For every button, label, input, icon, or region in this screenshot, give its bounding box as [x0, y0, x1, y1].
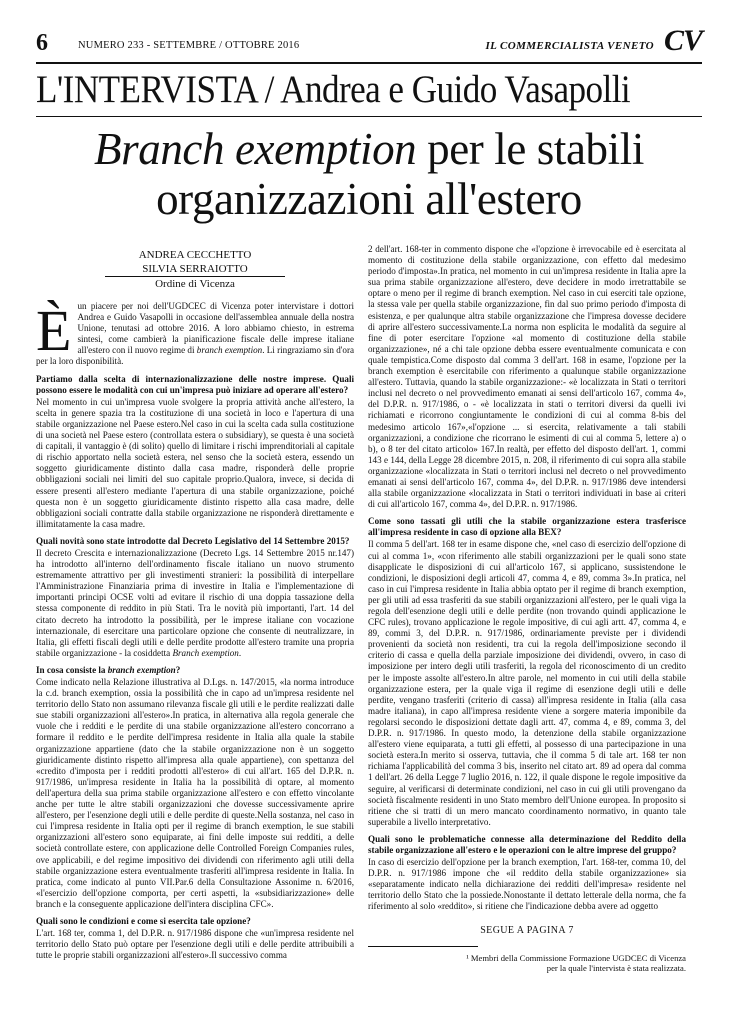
title-line-1	[36, 124, 702, 174]
author-1: ANDREA CECCHETTO	[138, 249, 252, 261]
footnote	[368, 953, 686, 973]
answer-2-end: .	[238, 647, 242, 658]
article-title	[36, 124, 702, 224]
footnote-line-1: ¹ Membri della Commissione Formazione UGDCEC di Vicenza	[466, 952, 686, 963]
title-line1-rest: per le stabili	[416, 124, 644, 174]
section-rule	[36, 116, 702, 117]
author-affiliation: Ordine di Vicenza	[155, 278, 235, 290]
page-header	[36, 24, 702, 60]
answer-1: Nel momento in cui un'impresa vuole svolgere la propria attività anche all'estero, la scelta in genere spazia tra la costituzione di una società in loco e l'apertura di una stabile organizzazione nel Paese estero.Nel caso in cui la scelta cada sulla costituzione di una società nel Paese estero (controllata estera o subsidiary), se questa è una società di capitali, il vantaggio è (di solito) quello di limitare i rischi imprenditoriali al capitale di rischio apportato nella società estera, nel senso che la società estera, essendo un soggetto giuridicamente distinto dalla casa madre, risponderà delle proprie obbligazioni sociali nei limiti del suo capitale proprio.Qualora, invece, si decida di essere presenti all'estero mediante l'apertura di una stabile organizzazione, poiché questa non è un soggetto giuridicamente distinto rispetto alla casa madre, delle obbligazioni sociali contratte dalla stabile organizzazione ne risponderà direttamente e illimitatamente la casa madre.	[36, 396, 354, 529]
question-3-end: ?	[175, 664, 181, 675]
question-3	[36, 665, 354, 676]
byline	[36, 248, 354, 291]
question-3-text: In cosa consiste la	[36, 664, 108, 675]
footnote-rule	[368, 946, 478, 947]
question-1: Partiamo dalla scelta di internazionalizzazione delle nostre imprese. Quali possono essere le modalità con cui un'impresa può iniziare ad operare all'estero?	[36, 373, 354, 395]
continued-notice: SEGUE A PAGINA 7	[480, 924, 574, 936]
header-rule	[36, 62, 702, 64]
question-5: Come sono tassati gli utili che la stabile organizzazione estera trasferisce all'impresa residente in caso di opzione alla BEX?	[368, 516, 686, 538]
intro-text-after: . Li ringraziamo sin d'ora per la loro disponibilità.	[36, 345, 355, 367]
question-3-italic: branch exemption	[107, 664, 176, 675]
footnote-line-2: per la quale l'intervista è stata realizzata.	[546, 962, 686, 973]
intro-text-before: un piacere per noi dell'UGDCEC di Vicenza poter intervistare i dottori Andrea e Guido Vasapolli in occasione dell'assemblea annuale della nostra Unione, tenutasi ad ottobre 2016. A loro abbiamo chiesto, in estrema sintesi, come cambierà la pianificazione fiscale delle imprese italiane all'estero con il nuovo regime di	[77, 301, 354, 356]
right-paragraph-1: 2 dell'art. 168-ter in commento dispone che «l'opzione è irrevocabile ed è esercitata al momento di costituzione della stabile organizzazione, con effetto dal medesimo periodo d'imposta».In pratica, nel momento in cui un'impresa residente in Italia apre la sua prima stabile organizzazione all'estero, deve decidere in modo irretrattabile se optare o meno per il regime di branch exemption. Nel caso in cui eserciti tale opzione, la stessa vale per quella stabile organizzazione, fin dal suo primo periodo d'imposta di esistenza, e per qualunque altra stabile organizzazione che l'impresa dovesse decidere di aprire all'estero successivamente.La norma non esplicita le modalità da seguire al fine di poter esercitare l'opzione «al momento di costituzione della stabile organizzazione», né a chi tale opzione debba essere eventualmente comunicata e con quale tempistica.Come disposto dal comma 3 dell'art. 168 in esame, l'opzione per la branch exemption è esercitabile con riferimento a qualunque stabile organizzazione all'estero. Tuttavia, quando la stabile organizzazione:- «è localizzata in Stati o territori inclusi nel decreto o nel provvedimento emanati ai sensi dell'articolo 167, comma 4», del D.P.R. n. 917/1986, o - «è localizzata in stati o territori diversi da quelli ivi richiamati e ricorrono congiuntamente le condizioni di cui al comma 8-bis del medesimo articolo 167»,«l'opzione ... si esercita, relativamente a tali stabili organizzazioni, a condizione che ricorrano le esimenti di cui al comma 5, lettere a) o b), o 8 ter del citato articolo» 167.In realtà, per effetto del disposto dell'art. 1, commi 143 e 144, della Legge 28 dicembre 2015, n. 208, il riferimento di cui sopra alla stabile organizzazione «localizzata in Stati o territori inclusi nel decreto o nel provvedimento emanati ai sensi dell'articolo 167, comma 4», del D.P.R. n. 917/1986 deve intendersi alla stabile organizzazione «localizzata in Stati o territori individuati in base ai criteri di cui all'articolo 167, comma 4», del D.P.R. n. 917/1986.	[368, 244, 686, 510]
left-column	[36, 244, 354, 967]
question-4: Quali sono le condizioni e come si esercita tale opzione?	[36, 915, 251, 926]
answer-6: In caso di esercizio dell'opzione per la branch exemption, l'art. 168-ter, comma 10, del D.P.R. n. 917/1986 impone che «il reddito della stabile organizzazione» sia «separatamente indicato nella dichiarazione dei redditi dell'impresa» residente nel territorio dello Stato che la possiede.Nonostante il dettato letterale della norma, che fa riferimento al solo «reddito», si ritiene che l'indicazione debba avere ad oggetto	[368, 857, 686, 912]
section-title: L'INTERVISTA / Andrea e Guido Vasapolli	[36, 68, 631, 111]
drop-cap: È	[36, 298, 72, 363]
answer-5: Il comma 5 dell'art. 168 ter in esame dispone che, «nel caso di esercizio dell'opzione di cui al comma 1», «con riferimento alle stabili organizzazioni per le quali sono state disapplicate le disposizioni di cui all'articolo 167, si applicano, sussistendone le condizioni, le disposizioni degli articoli 47, comma 4, e 89, comma 3».In pratica, nel caso in cui l'impresa residente in Italia abbia optato per il regime di branch exemption, per gli utili ad essa trasferiti da sue stabili organizzazioni all'estero, per le quali viga la regola dell'esenzione degli utili e delle perdite (non trovando quindi applicazione le CFC rules), trovano applicazione le regole impositive, di cui agli artt. 47, comma 4, e 89, commi 3, del D.P.R. n. 917/1986, ordinariamente previste per i dividendi provenienti da società non residenti, tra cui la regola dell'imposizione secondo il criterio di cassa e quella della parziale imposizione dei dividendi, ovvero, in caso di imposizione per intero degli utili trasferiti, la regola del riconoscimento di un credito per le imposte assolte all'estero.In altre parole, nel momento in cui utili della stabile organizzazione estera, per la quale viga il regime di esenzione degli utili e delle perdite, vengano trasferiti (criterio di cassa) all'impresa residente in Italia (alla casa madre italiana), in capo all'impresa residente viene a sorgere materia imponibile da regolarsi secondo le disposizioni dettate dagli artt. 47, comma 4, e 89, comma 3, del D.P.R. n. 917/1986. In questo modo, la detenzione della stabile organizzazione all'estero viene equiparata, a tutti gli effetti, al possesso di una partecipazione in una società estera.In merito si osserva, tuttavia, che il comma 5 di tale art. 168 ter non richiama l'applicabilità del comma 3 bis, inserito nel citato art. 89 ad opera dal comma 1 dell'art. 26 della Legge 7 luglio 2016, n. 122, il quale dispone le regole impositive da seguire, al verificarsi di determinate condizioni, nel caso in cui gli utili provengano da società fiscalmente residenti in uno Stato membro dell'Unione europea. In proposito si ritiene che si tratti di un mero mancato coordinamento normativo, in quanto tale superabile a livello interpretativo.	[368, 539, 686, 827]
page-number: 6	[36, 30, 48, 56]
magazine-logo: CV	[663, 24, 702, 57]
answer-2-italic: Branch exemption	[172, 647, 239, 658]
author-2: SILVIA SERRAIOTTO	[142, 263, 248, 275]
question-2: Quali novità sono state introdotte dal Decreto Legislativo del 14 Settembre 2015?	[36, 535, 350, 546]
answer-2	[36, 548, 354, 659]
title-line-2: organizzazioni all'estero	[156, 174, 582, 224]
right-column	[368, 244, 686, 973]
intro-paragraph	[36, 298, 355, 368]
answer-2-text: Il decreto Crescita e internazionalizzazione (Decreto Lgs. 14 Settembre 2015 nr.147) ha introdotto all'interno dell'ordinamento fiscale italiano un nuovo strumento estremamente attrattivo per gli investimenti stranieri: la possibilità di interpellare l'Amministrazione Finanziaria prima di investire in Italia e l'implementazione di importanti principi OCSE volti ad evitare il rischio di una doppia tassazione della stessa componente di reddito in più Stati. Tra le novità più importanti, l'art. 14 del citato decreto ha introdotto la possibilità, per le imprese italiane con vocazione internazionale, di esercitare una particolare opzione che consente di neutralizzare, in Italia, gli effetti fiscali degli utili e delle perdite prodotte all'estero tramite una propria stabile organizzazione - la cosiddetta	[36, 547, 354, 658]
question-6: Quali sono le problematiche connesse alla determinazione del Reddito della stabile organizzazione all'estero e le operazioni con le altre imprese del gruppo?	[368, 833, 686, 855]
issue-info: NUMERO 233 - SETTEMBRE / OTTOBRE 2016	[78, 40, 300, 51]
answer-4: L'art. 168 ter, comma 1, del D.P.R. n. 917/1986 dispone che «un'impresa residente nel territorio dello Stato può optare per l'esenzione degli utili e delle perdite attribuibili a tutte le proprie stabili organizzazioni all'estero».Il successivo comma	[36, 928, 354, 961]
title-italic: Branch exemption	[94, 124, 417, 174]
masthead: IL COMMERCIALISTA VENETO	[485, 40, 654, 52]
answer-3: Come indicato nella Relazione illustrativa al D.Lgs. n. 147/2015, «la norma introduce la c.d. branch exemption, ossia la possibilità che in capo ad un'impresa residente nel territorio dello Stato non assumano rilevanza fiscale gli utili e le perdite realizzati dalle sue stabili organizzazioni all'estero».In pratica, in alternativa alla regola generale che vuole che i redditi e le perdite di una stabile organizzazione all'estero concorrano a formare il reddito e le perdite dell'impresa residente in Italia alla quale la stabile organizzazione appartiene (dato che la stabile organizzazione non è un soggetto giuridicamente distinto rispetto all'impresa alla quale appartiene), con spettanza del «credito d'imposta per i redditi prodotti all'estero» di cui all'art. 165 del D.P.R. n. 917/1986, un'impresa residente in Italia ha la possibilità di optare, al momento dell'apertura della sua prima stabile organizzazione all'estero e con effetto vincolante anche per tutte le altre stabili organizzazioni che dovesse successivamente aprire all'estero, per l'esenzione degli utili e delle perdite di queste.Nella sostanza, nel caso in cui l'impresa residente in Italia opti per il regime di branch exemption, le sue stabili organizzazioni all'estero sono equiparate, ai fini delle imposte sui redditi, a delle società controllate estere, con applicazione delle Controlled Foreign Companies rules, ove applicabili, e del regime impositivo dei dividendi con riferimento agli utili della stabile organizzazione estera eventualmente trasferiti all'impresa residente in Italia. In pratica, come indicato al punto VII.Par.6 della Consultazione Assonime n. 6/2016, «l'esercizio dell'opzione comporta, per certi aspetti, la «subsidiarizzazione» delle branch e la conseguente applicazione dell'intera disciplina CFC».	[36, 677, 354, 909]
intro-italic-term: branch exemption	[196, 345, 263, 356]
